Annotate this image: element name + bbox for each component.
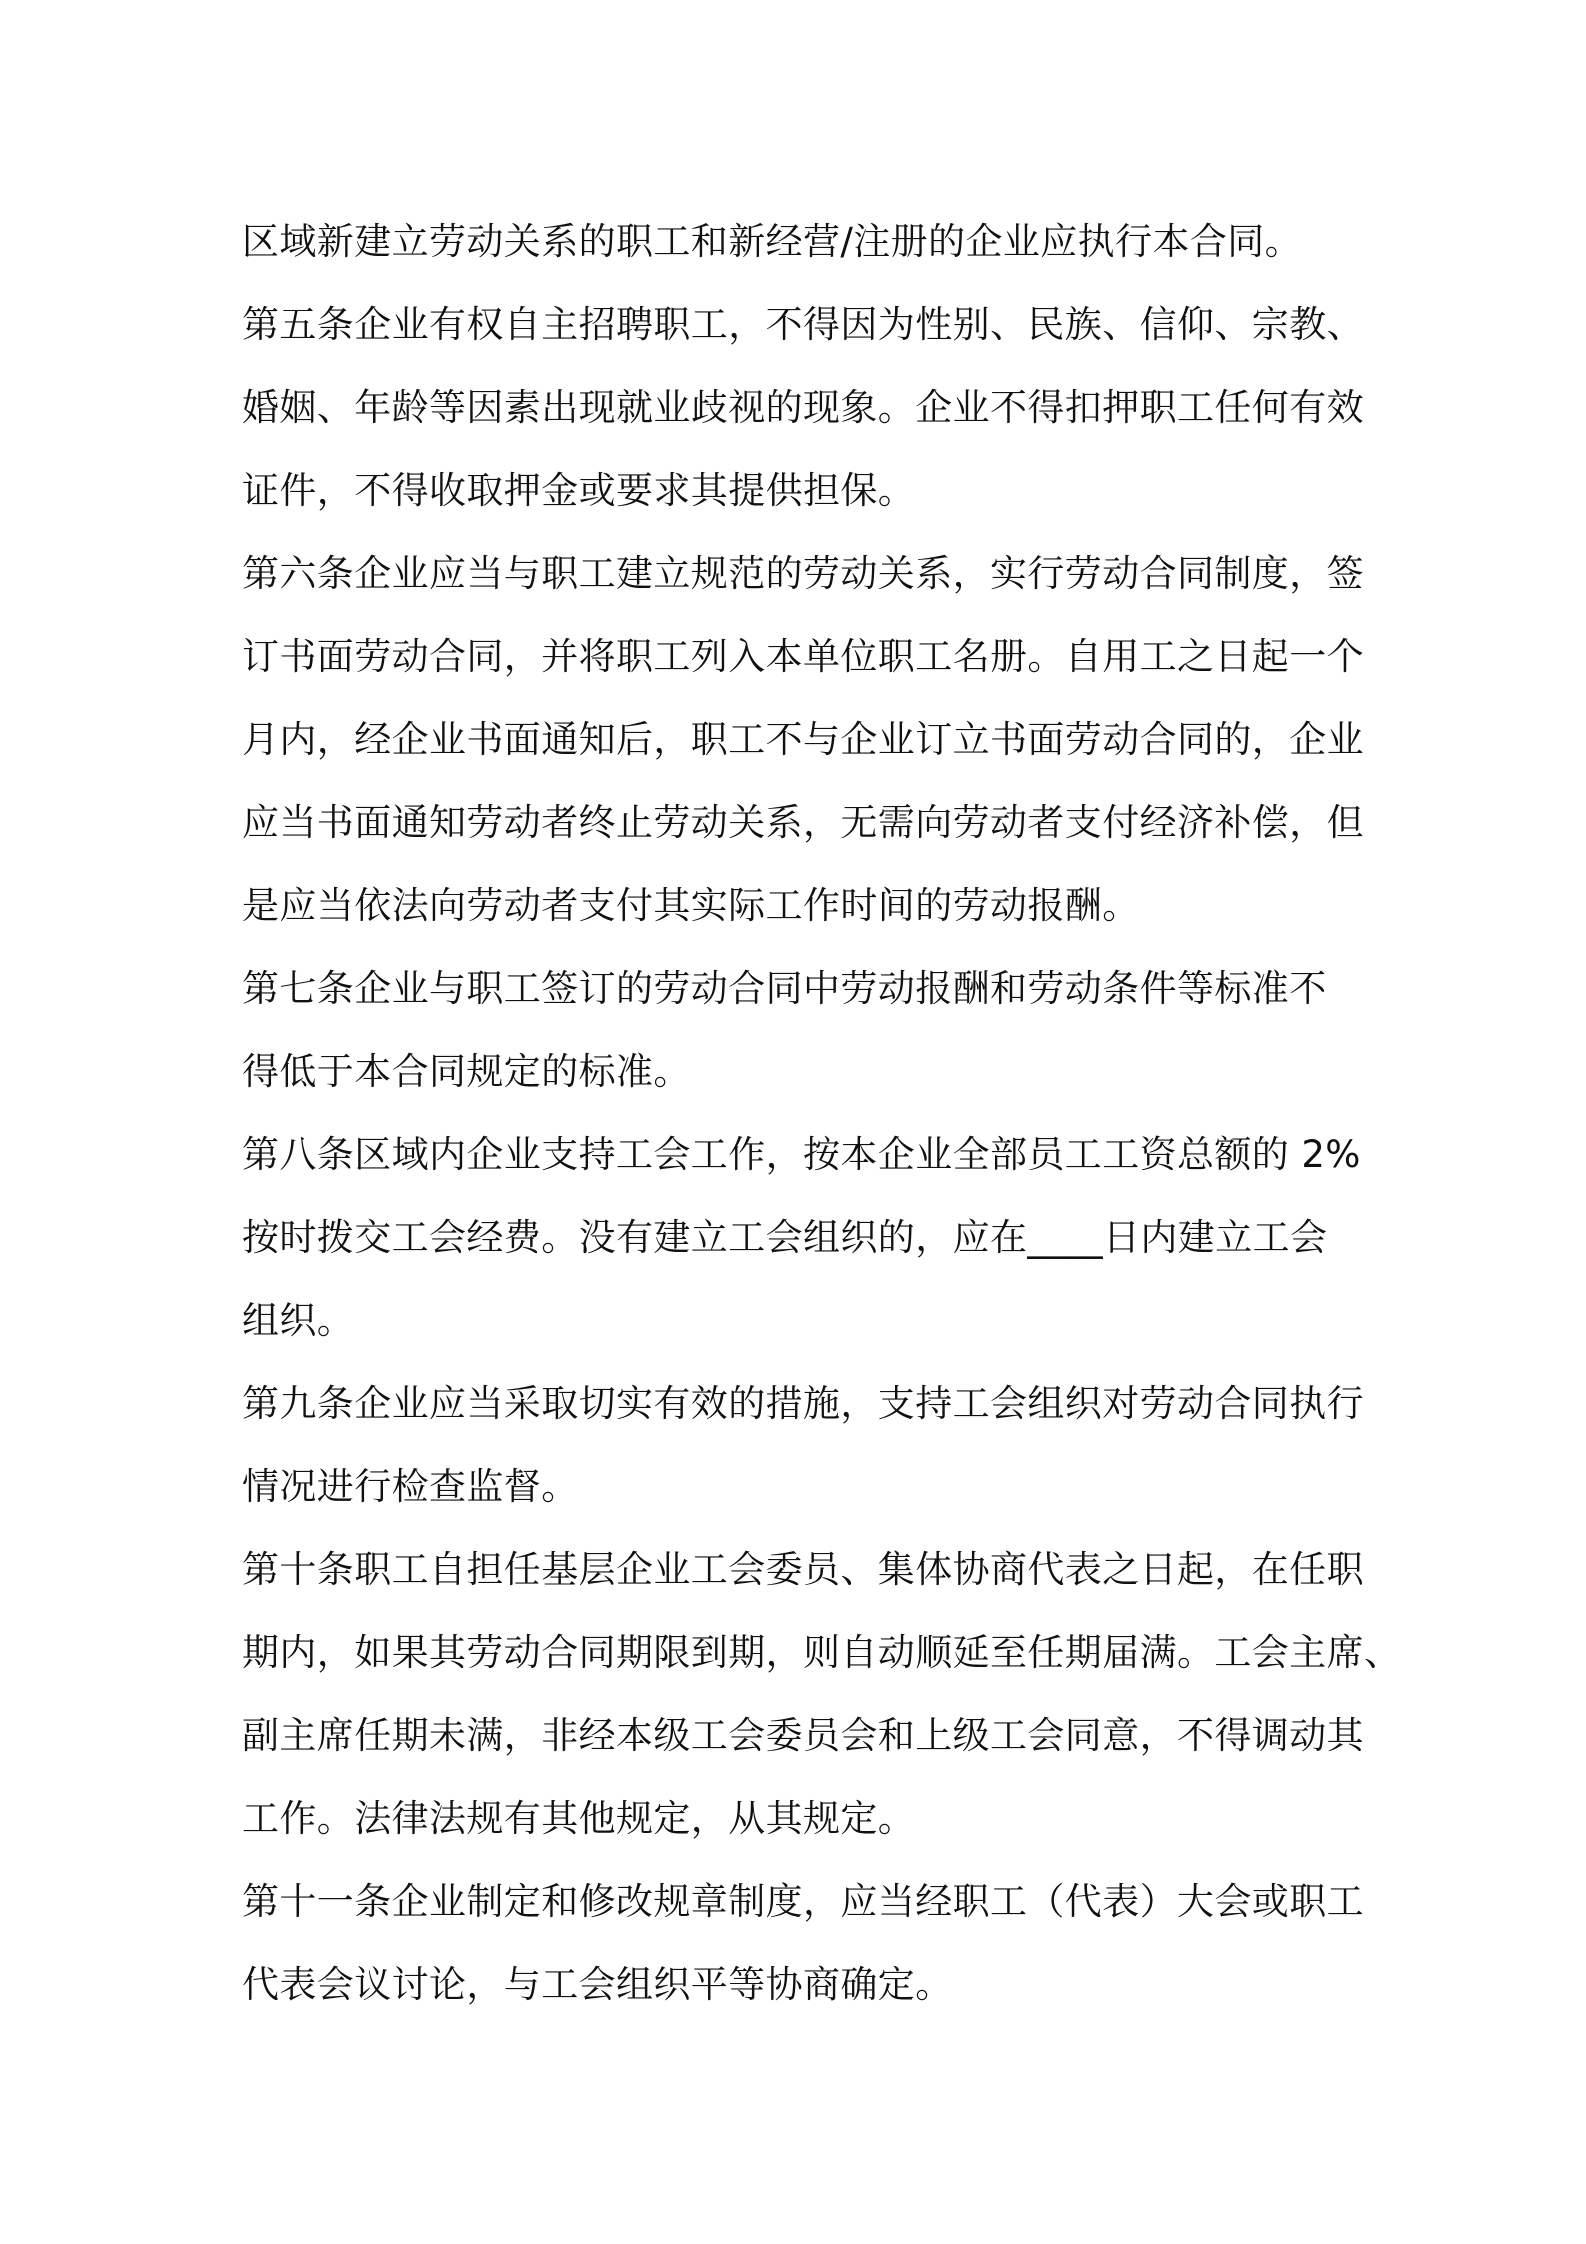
text-line: 第九条企业应当采取切实有效的措施，支持工会组织对劳动合同执行 — [242, 1382, 1364, 1425]
text-line: 工作。法律法规有其他规定，从其规定。 — [242, 1797, 916, 1840]
text-line: 区域新建立劳动关系的职工和新经营/注册的企业应执行本合同。 — [242, 220, 1303, 263]
text-line: 第八条区域内企业支持工会工作，按本企业全部员工工资总额的 2% — [242, 1133, 1361, 1176]
text-line: 订书面劳动合同，并将职工列入本单位职工名册。自用工之日起一个 — [242, 635, 1364, 678]
text-line: 月内，经企业书面通知后，职工不与企业订立书面劳动合同的，企业 — [242, 718, 1364, 761]
document-body — [242, 200, 1402, 2026]
text-line: 第十条职工自担任基层企业工会委员、集体协商代表之日起，在任职 — [242, 1548, 1364, 1591]
text-line: 证件，不得收取押金或要求其提供担保。 — [242, 469, 916, 512]
text-line: 应当书面通知劳动者终止劳动关系，无需向劳动者支付经济补偿，但 — [242, 801, 1364, 844]
text-line: 组织。 — [242, 1299, 355, 1342]
text-line: 第七条企业与职工签订的劳动合同中劳动报酬和劳动条件等标准不 — [242, 967, 1327, 1010]
text-line: 是应当依法向劳动者支付其实际工作时间的劳动报酬。 — [242, 884, 1140, 927]
text-line: 第六条企业应当与职工建立规范的劳动关系，实行劳动合同制度，签 — [242, 552, 1364, 595]
text-line: 按时拨交工会经费。没有建立工会组织的，应在____日内建立工会 — [242, 1216, 1328, 1259]
text-line: 得低于本合同规定的标准。 — [242, 1050, 691, 1093]
text-line: 副主席任期未满，非经本级工会委员会和上级工会同意，不得调动其 — [242, 1714, 1364, 1757]
text-line: 第五条企业有权自主招聘职工，不得因为性别、民族、信仰、宗教、 — [242, 303, 1364, 346]
text-line: 婚姻、年龄等因素出现就业歧视的现象。企业不得扣押职工任何有效 — [242, 386, 1364, 429]
text-line: 期内，如果其劳动合同期限到期，则自动顺延至任期届满。工会主席、 — [242, 1631, 1402, 1674]
text-line: 第十一条企业制定和修改规章制度，应当经职工（代表）大会或职工 — [242, 1880, 1364, 1923]
text-line: 代表会议讨论，与工会组织平等协商确定。 — [242, 1963, 953, 2006]
text-line: 情况进行检查监督。 — [242, 1465, 579, 1508]
